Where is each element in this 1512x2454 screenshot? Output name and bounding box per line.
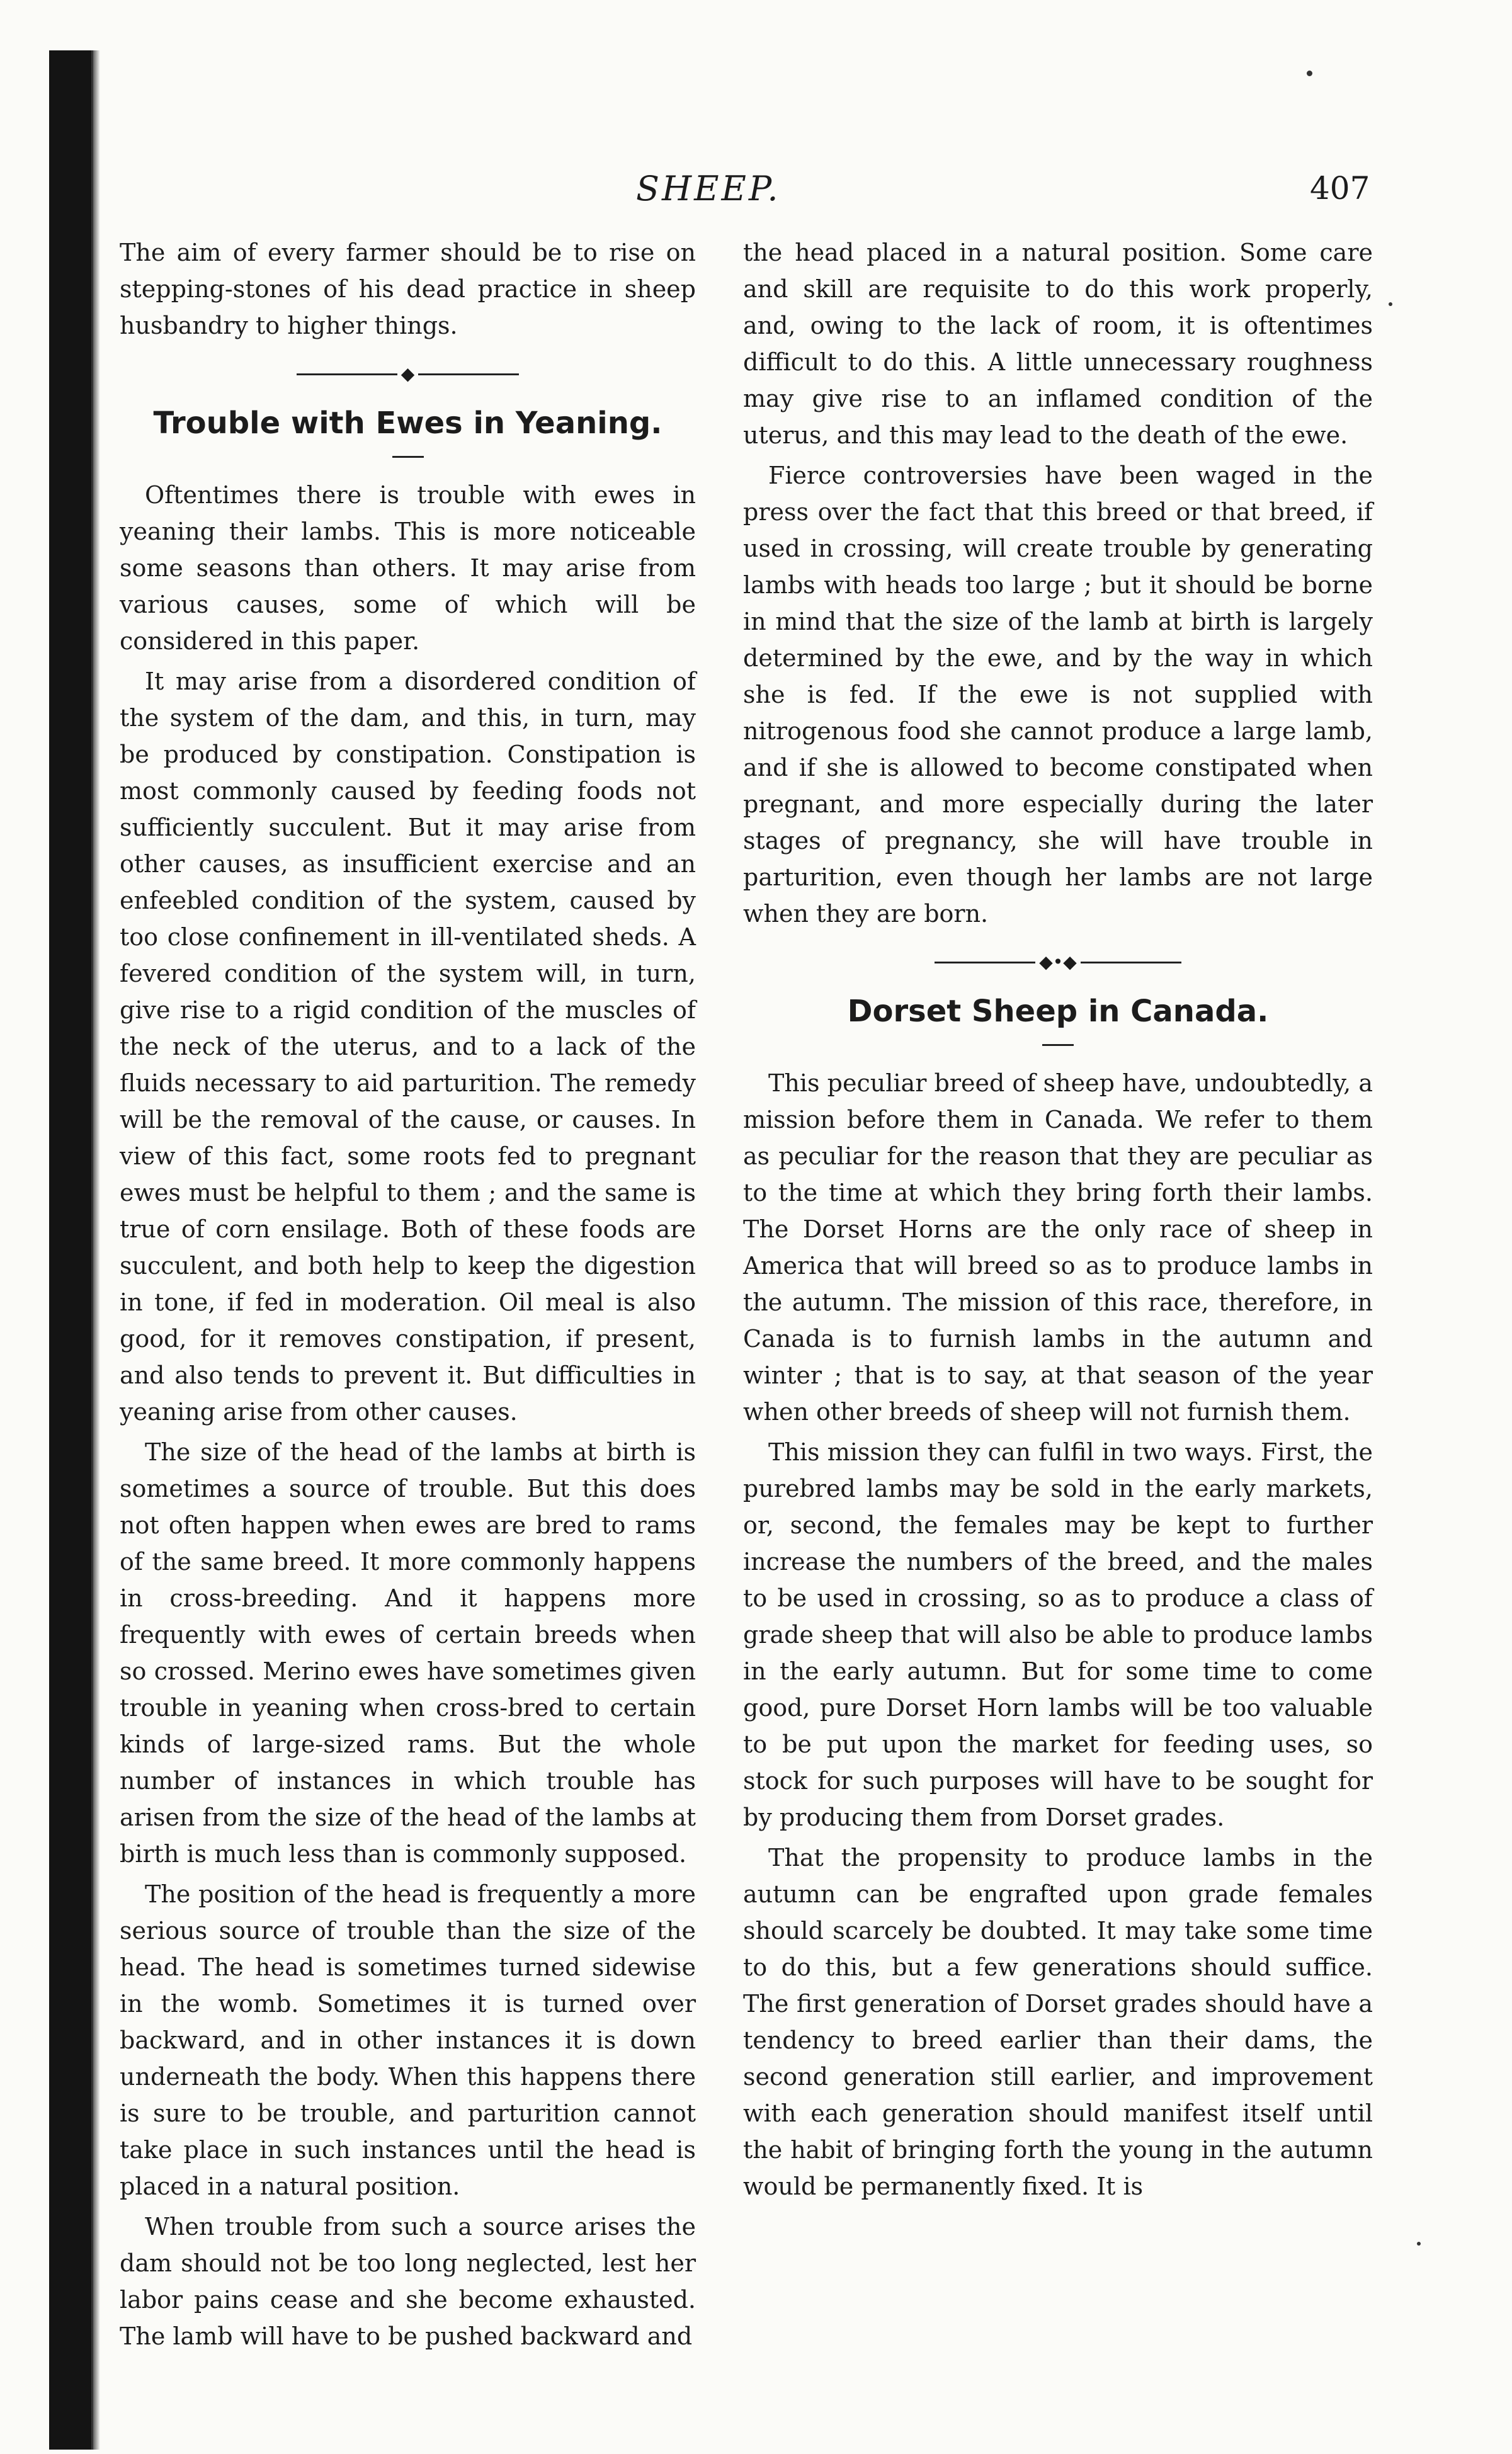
- right-column: [743, 234, 1373, 2208]
- scan-speck: [1389, 302, 1392, 306]
- article-paragraph: That the propensity to produce lambs in the autumn can be engrafted upon grade females should scarcely be doubted. It may take some time to do this, but a few generations should suffice. The first generation of Dorset grades should have a tendency to breed earlier than their dams, the second generation still earlier, and improvement with each generation should manifest itself until the habit of bringing forth the young in the autumn would be permanently fixed. It is: [743, 1844, 1373, 2200]
- article-heading: Dorset Sheep in Canada.: [847, 994, 1269, 1029]
- article-heading: Trouble with Ewes in Yeaning.: [153, 406, 662, 441]
- article-paragraph: Oftentimes there is trouble with ewes in yeaning their lambs. This is more noticeable some seasons than others. It may arise from various causes, some of which will be considered in this paper.: [120, 481, 696, 655]
- continuation-paragraph: Fierce controversies have been waged in the press over the fact that this breed or that breed, if used in crossing, will create trouble by generating lambs with heads too large ; but it should be borne in mind that the size of the lamb at birth is largely determined by the ewe, and by the way in which she is fed. If the ewe is not supplied with nitrogenous food she cannot produce a large lamb, and if she is allowed to become constipated when pregnant, and more especially during the later stages of pregnancy, she will have trouble in parturition, even though her lambs are not large when they are born.: [743, 462, 1373, 928]
- article-paragraph: The position of the head is frequently a more serious source of trouble than the size of the head. The head is sometimes turned sidewise in the womb. Sometimes it is turned over backward, and in other instances it is down underneath the body. When this happens there is sure to be trouble, and parturition cannot take place in such instances until the head is placed in a natural position.: [120, 1880, 696, 2200]
- binding-edge: [91, 50, 100, 2450]
- section-divider: [743, 953, 1373, 971]
- article-paragraph: The size of the head of the lambs at birth is sometimes a source of trouble. But this does not often happen when ewes are bred to rams of the same breed. It more commonly happens in cross-breeding. And it happens more frequently with ewes of certain breeds when so crossed. Merino ewes have sometimes given trouble in yeaning when cross-bred to certain kinds of large-sized rams. But the whole number of instances in which trouble has arisen from the size of the head of the lambs at birth is much less than is commonly supposed.: [120, 1438, 696, 1868]
- scan-speck: [1307, 71, 1312, 76]
- heading-rule: [1042, 1044, 1074, 1046]
- article-paragraph: This mission they can fulfil in two ways. First, the purebred lambs may be sold in the early markets, or, second, the females may be kept to further increase the numbers of the breed, and the males to be used in crossing, so as to produce a class of grade sheep that will also be able to produce lambs in the early autumn. But for some time to come good, pure Dorset Horn lambs will be too valuable to be put upon the market for feeding uses, so stock for such purposes will have to be sought for by producing them from Dorset grades.: [743, 1438, 1373, 1831]
- article-paragraph: When trouble from such a source arises the dam should not be too long neglected, lest her labor pains cease and she become exhausted. The lamb will have to be pushed backward and: [120, 2213, 696, 2350]
- binding-shadow: [49, 50, 93, 2450]
- continuation-paragraph: the head placed in a natural position. Some care and skill are requisite to do this work properly, and, owing to the lack of room, it is oftentimes difficult to do this. A little unnecessary roughness may give rise to an inflamed condition of the uterus, and this may lead to the death of the ewe.: [743, 239, 1373, 449]
- intro-paragraph: The aim of every farmer should be to rise on stepping-stones of his dead practice in sheep husbandry to higher things.: [120, 239, 696, 339]
- scan-speck: [1417, 2242, 1421, 2246]
- article-paragraph: It may arise from a disordered condition of the system of the dam, and this, in turn, may be produced by constipation. Constipation is most commonly caused by feeding foods not sufficiently succulent. But it may arise from other causes, as insufficient exercise and an enfeebled condition of the system, caused by too close confinement in ill-ventilated sheds. A fevered condition of the system will, in turn, give rise to a rigid condition of the muscles of the neck of the uterus, and to a lack of the fluids necessary to aid parturition. The remedy will be the removal of the cause, or causes. In view of this fact, some roots fed to pregnant ewes must be helpful to them ; and the same is true of corn ensilage. Both of these foods are succulent, and both help to keep the digestion in tone, if fed in moderation. Oil meal is also good, for it removes constipation, if present, and also tends to prevent it. But difficulties in yeaning arise from other causes.: [120, 667, 696, 1426]
- divider-ornament-icon: ◆: [401, 363, 415, 384]
- divider-ornament-icon: ◆•◆: [1039, 951, 1077, 972]
- heading-rule: [392, 456, 424, 458]
- left-column: [120, 234, 696, 2358]
- article-paragraph: This peculiar breed of sheep have, undoubtedly, a mission before them in Canada. We refer to them as peculiar for the reason that they are peculiar as to the time at which they bring forth their lambs. The Dorset Horns are the only race of sheep in America that will breed so as to produce lambs in the autumn. The mission of this race, therefore, in Canada is to furnish lambs in the autumn and winter ; that is to say, at that season of the year when other breeds of sheep will not furnish them.: [743, 1069, 1373, 1426]
- running-title: SHEEP.: [636, 169, 781, 208]
- section-divider: [120, 365, 696, 383]
- page-number: 407: [1310, 170, 1370, 207]
